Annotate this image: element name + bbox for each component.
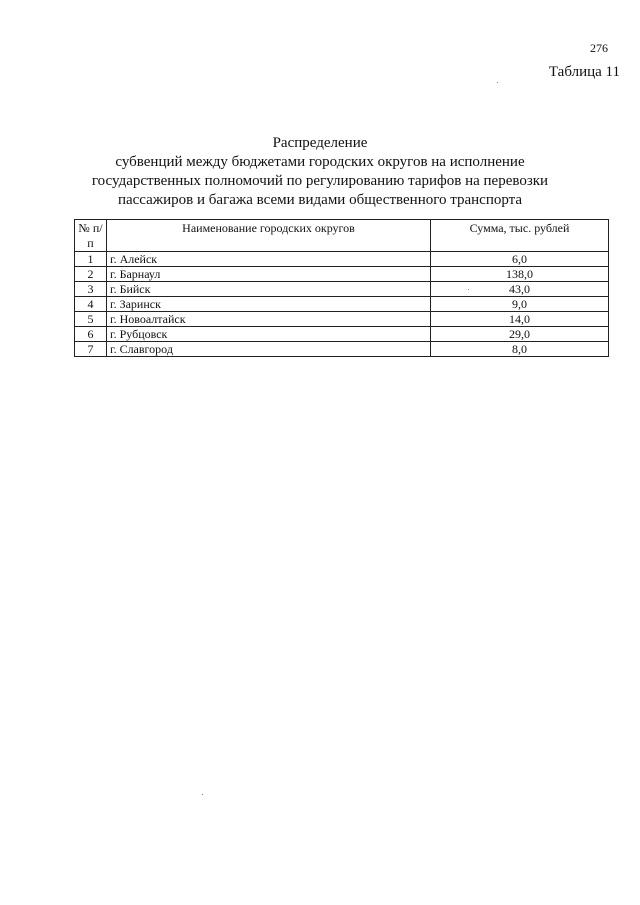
title-line: государственных полномочий по регулированию тарифов на перевозки [91,173,549,189]
document-title [90,134,550,210]
row-number: 1 [75,252,107,267]
header-name: Наименование городских округов [107,220,431,252]
row-name: г. Заринск [107,297,431,312]
scan-speck [468,289,469,290]
table-row [75,327,609,342]
table-header-row [75,220,609,252]
distribution-table [74,219,609,357]
row-sum: 9,0 [431,297,609,312]
row-number: 6 [75,327,107,342]
table-label: Таблица 11 [548,64,620,80]
scan-speck [497,82,498,83]
table-row [75,252,609,267]
row-sum: 43,0 [431,282,609,297]
row-sum: 29,0 [431,327,609,342]
title-line: пассажиров и багажа всеми видами общественного транспорта [117,192,523,208]
scan-speck [202,794,203,795]
table-row [75,312,609,327]
row-number: 4 [75,297,107,312]
page-number: 276 [590,41,608,55]
row-number: 2 [75,267,107,282]
row-number: 3 [75,282,107,297]
row-name: г. Бийск [107,282,431,297]
row-number: 7 [75,342,107,357]
row-sum: 6,0 [431,252,609,267]
row-sum: 8,0 [431,342,609,357]
row-sum: 138,0 [431,267,609,282]
title-line: Распределение [272,135,368,151]
title-line: субвенций между бюджетами городских округов на исполнение [115,154,525,170]
table-row [75,282,609,297]
row-sum: 14,0 [431,312,609,327]
table-row [75,342,609,357]
row-name: г. Алейск [107,252,431,267]
row-name: г. Барнаул [107,267,431,282]
row-number: 5 [75,312,107,327]
table-row [75,267,609,282]
row-name: г. Славгород [107,342,431,357]
header-number: № п/п [75,220,107,252]
header-sum: Сумма, тыс. рублей [431,220,609,252]
table-row [75,297,609,312]
row-name: г. Новоалтайск [107,312,431,327]
row-name: г. Рубцовск [107,327,431,342]
